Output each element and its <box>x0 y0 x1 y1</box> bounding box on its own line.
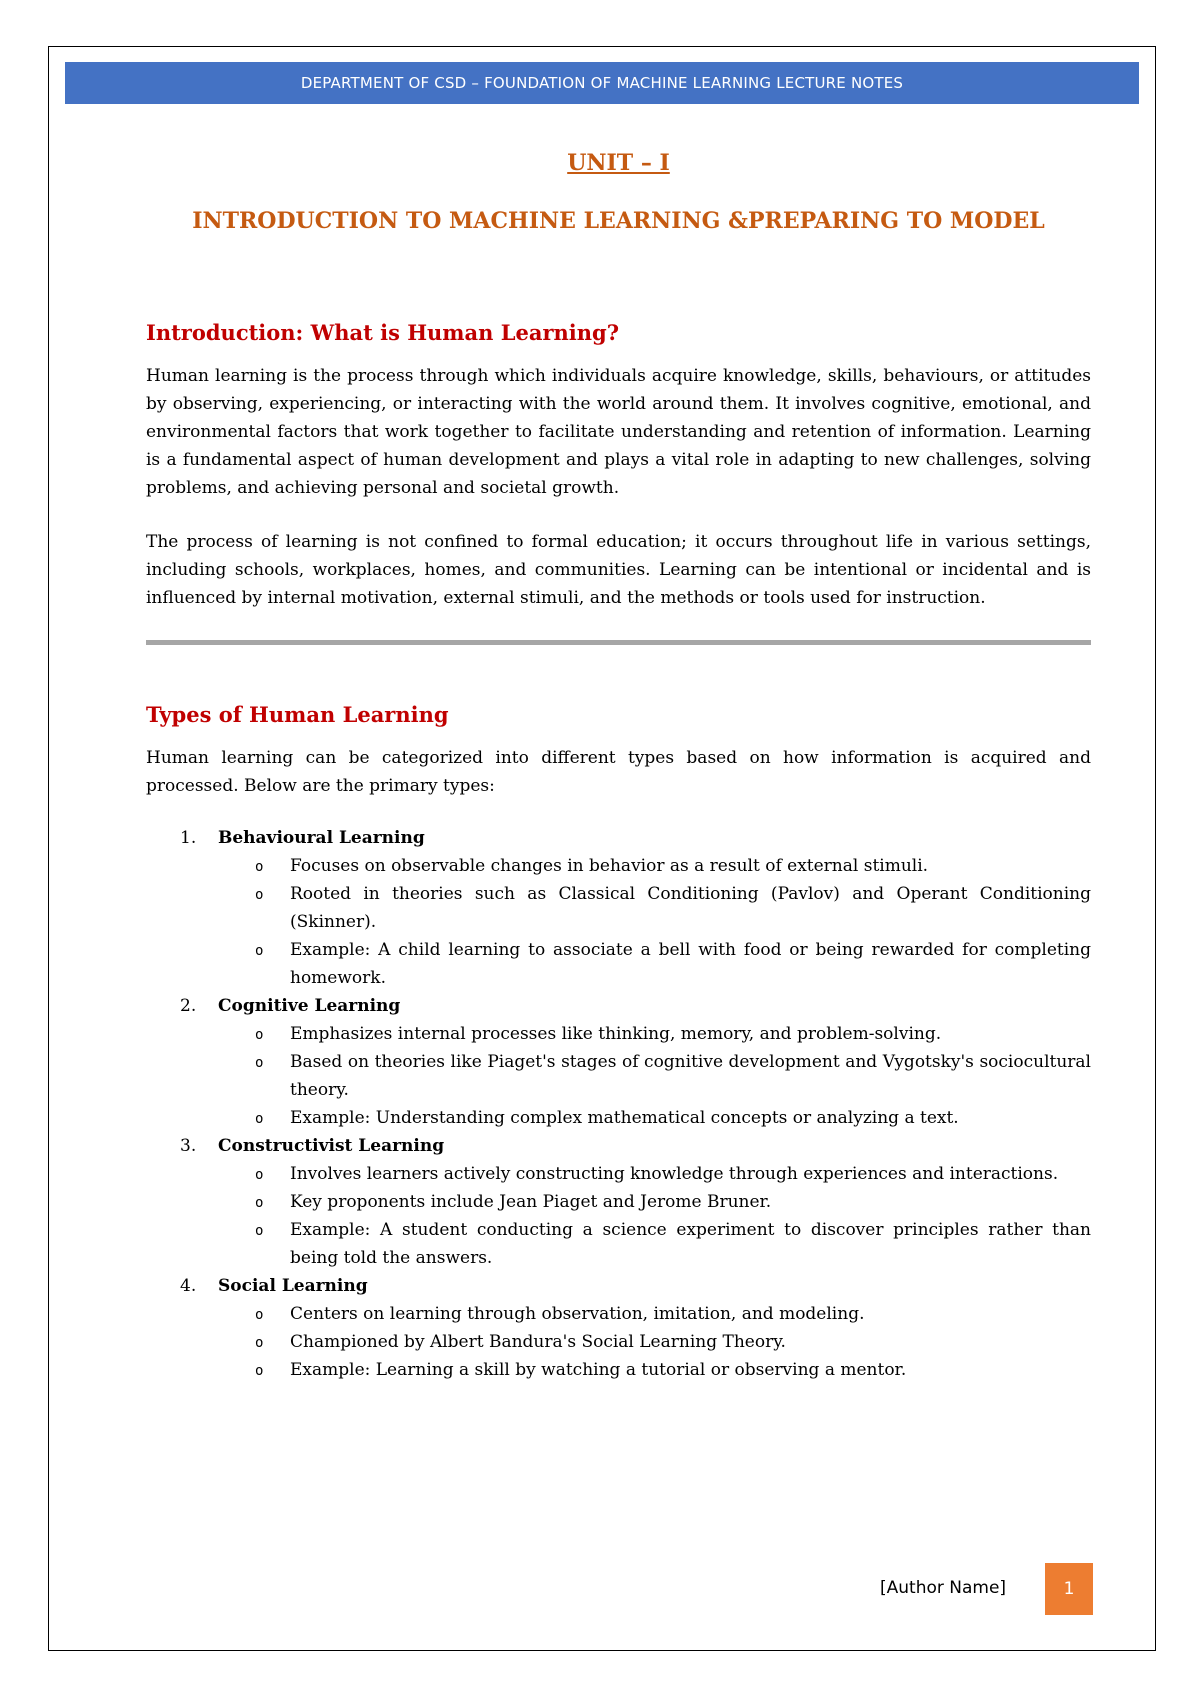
type-number: 1. <box>180 828 197 848</box>
type-number: 2. <box>180 996 197 1016</box>
list-item <box>255 936 1091 992</box>
bullet-icon: o <box>255 1223 264 1239</box>
intro-heading: Introduction: What is Human Learning? <box>146 320 620 345</box>
bullet-icon: o <box>255 887 264 903</box>
point-text: Example: A child learning to associate a bell with food or being rewarded for completing homework. <box>290 940 1091 988</box>
document-body <box>146 140 1091 1384</box>
point-text: Example: Learning a skill by watching a tutorial or observing a mentor. <box>290 1360 907 1380</box>
point-text: Based on theories like Piaget's stages of cognitive development and Vygotsky's sociocultural theory. <box>290 1052 1091 1100</box>
type-points <box>218 852 1091 992</box>
point-text: Example: A student conducting a science experiment to discover principles rather than being told the answers. <box>290 1220 1091 1268</box>
horizontal-rule <box>146 640 1091 645</box>
bullet-icon: o <box>255 1055 264 1071</box>
list-item <box>255 1356 1091 1384</box>
unit-title: UNIT – I <box>567 150 670 176</box>
types-heading: Types of Human Learning <box>146 702 449 727</box>
point-text: Focuses on observable changes in behavior as a result of external stimuli. <box>290 856 929 876</box>
bullet-icon: o <box>255 1363 264 1379</box>
type-item <box>180 1132 1091 1272</box>
point-text: Centers on learning through observation, imitation, and modeling. <box>290 1304 865 1324</box>
bullet-icon: o <box>255 1111 264 1127</box>
types-list <box>146 824 1091 1384</box>
header-text: DEPARTMENT OF CSD – FOUNDATION OF MACHINE LEARNING LECTURE NOTES <box>300 74 904 92</box>
point-text: Key proponents include Jean Piaget and Jerome Bruner. <box>290 1192 772 1212</box>
type-number: 3. <box>180 1136 197 1156</box>
list-item <box>255 1104 1091 1132</box>
bullet-icon: o <box>255 1167 264 1183</box>
type-item <box>180 992 1091 1132</box>
list-item <box>255 1216 1091 1272</box>
list-item <box>255 1300 1091 1328</box>
list-item <box>255 880 1091 936</box>
bullet-icon: o <box>255 1335 264 1351</box>
point-text: Example: Understanding complex mathematical concepts or analyzing a text. <box>290 1108 959 1128</box>
type-points <box>218 1020 1091 1132</box>
intro-paragraph-1: Human learning is the process through which individuals acquire knowledge, skills, behaviours, or attitudes by observing, experiencing, or interacting with the world around them. It involves cognitive, emotional, and environmental factors that work together to facilitate understanding and retention of information. Learning is a fundamental aspect of human development and plays a vital role in adapting to new challenges, solving problems, and achieving personal and societal growth. <box>146 366 1091 498</box>
type-item <box>180 824 1091 992</box>
type-name: Constructivist Learning <box>218 1136 445 1156</box>
bullet-icon: o <box>255 1307 264 1323</box>
list-item <box>255 1048 1091 1104</box>
type-name: Cognitive Learning <box>218 996 401 1016</box>
point-text: Championed by Albert Bandura's Social Learning Theory. <box>290 1332 786 1352</box>
types-intro: Human learning can be categorized into different types based on how information is acquired and processed. Below are the primary types: <box>146 748 1091 796</box>
type-points <box>218 1300 1091 1384</box>
type-name: Behavioural Learning <box>218 828 425 848</box>
type-number: 4. <box>180 1276 197 1296</box>
main-title: INTRODUCTION TO MACHINE LEARNING &PREPARING TO MODEL <box>192 208 1045 234</box>
list-item <box>255 1328 1091 1356</box>
bullet-icon: o <box>255 859 264 875</box>
bullet-icon: o <box>255 1027 264 1043</box>
list-item <box>255 852 1091 880</box>
footer-author: [Author Name] <box>880 1578 1007 1598</box>
type-points <box>218 1160 1091 1272</box>
list-item <box>255 1188 1091 1216</box>
bullet-icon: o <box>255 943 264 959</box>
list-item <box>255 1160 1091 1188</box>
point-text: Involves learners actively constructing knowledge through experiences and interactions. <box>290 1164 1059 1184</box>
type-item <box>180 1272 1091 1384</box>
point-text: Emphasizes internal processes like thinking, memory, and problem-solving. <box>290 1024 942 1044</box>
page-number: 1 <box>1045 1563 1093 1615</box>
bullet-icon: o <box>255 1195 264 1211</box>
point-text: Rooted in theories such as Classical Conditioning (Pavlov) and Operant Conditioning (Skinner). <box>290 884 1091 932</box>
type-name: Social Learning <box>218 1276 368 1296</box>
intro-paragraph-2: The process of learning is not confined to formal education; it occurs throughout life in various settings, including schools, workplaces, homes, and communities. Learning can be intentional or incidental and is influenced by internal motivation, external stimuli, and the methods or tools used for instruction. <box>146 532 1091 608</box>
list-item <box>255 1020 1091 1048</box>
header-bar <box>65 62 1139 104</box>
